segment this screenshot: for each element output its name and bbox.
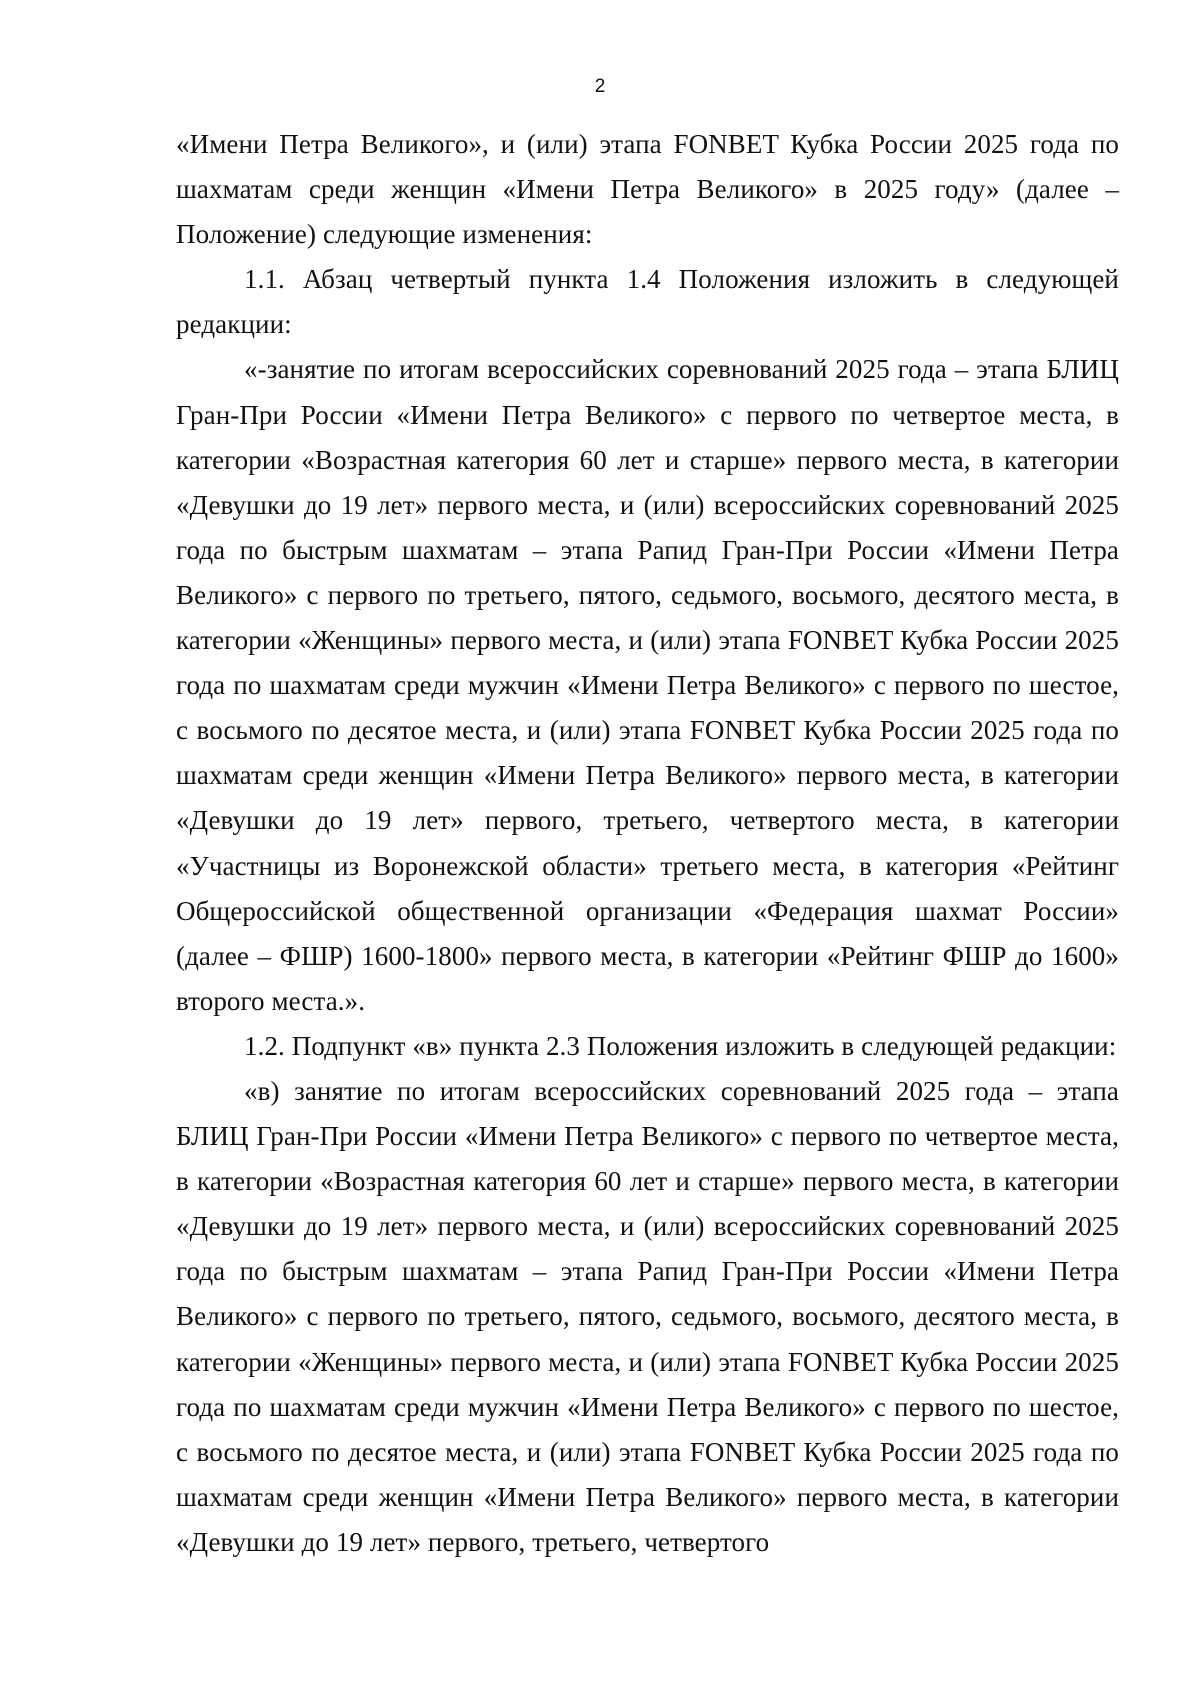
quote-1-2-paragraph: «в) занятие по итогам всероссийских соревнований 2025 года – этапа БЛИЦ Гран-При России «Имени Петра Великого» с первого по четвертое места, в категории «Возрастная категория 60 лет и старше» первого места, в категории «Девушки до 19 лет» первого места, и (или) всероссийских соревнований 2025 года по быстрым шахматам – этапа Рапид Гран-При России «Имени Петра Великого» с первого по третьего, пятого, седьмого, восьмого, десятого места, в категории «Женщины» первого места, и (или) этапа FONBET Кубка России 2025 года по шахматам среди мужчин «Имени Петра Великого» с первого по шестое, с восьмого по десятое места, и (или) этапа FONBET Кубка России 2025 года по шахматам среди женщин «Имени Петра Великого» первого места, в категории «Девушки до 19 лет» первого, третьего, четвертого bbox=[176, 1075, 1119, 1557]
intro-paragraph: «Имени Петра Великого», и (или) этапа FONBET Кубка России 2025 года по шахматам среди женщин «Имени Петра Великого» в 2025 году» (далее – Положение) следующие изменения: bbox=[176, 129, 1119, 250]
document-body bbox=[176, 122, 1119, 1565]
page-number: 2 bbox=[594, 76, 606, 97]
quote-1-1-paragraph: «-занятие по итогам всероссийских соревнований 2025 года – этапа БЛИЦ Гран-При России «Имени Петра Великого» с первого по четвертое места, в категории «Возрастная категория 60 лет и старше» первого места, в категории «Девушки до 19 лет» первого места, и (или) всероссийских соревнований 2025 года по быстрым шахматам – этапа Рапид Гран-При России «Имени Петра Великого» с первого по третьего, пятого, седьмого, восьмого, десятого места, в категории «Женщины» первого места, и (или) этапа FONBET Кубка России 2025 года по шахматам среди мужчин «Имени Петра Великого» с первого по шестое, с восьмого по десятое места, и (или) этапа FONBET Кубка России 2025 года по шахматам среди женщин «Имени Петра Великого» первого места, в категории «Девушки до 19 лет» первого, третьего, четвертого места, в категории «Участницы из Воронежской области» третьего места, в категория «Рейтинг Общероссийской общественной организации «Федерация шахмат России» (далее – ФШР) 1600-1800» первого места, в категории «Рейтинг ФШР до 1600» второго места.». bbox=[176, 354, 1119, 1016]
item-1-2-paragraph: 1.2. Подпункт «в» пункта 2.3 Положения изложить в следующей редакции: bbox=[244, 1030, 1117, 1061]
item-1-1-paragraph: 1.1. Абзац четвертый пункта 1.4 Положения изложить в следующей редакции: bbox=[176, 264, 1119, 340]
